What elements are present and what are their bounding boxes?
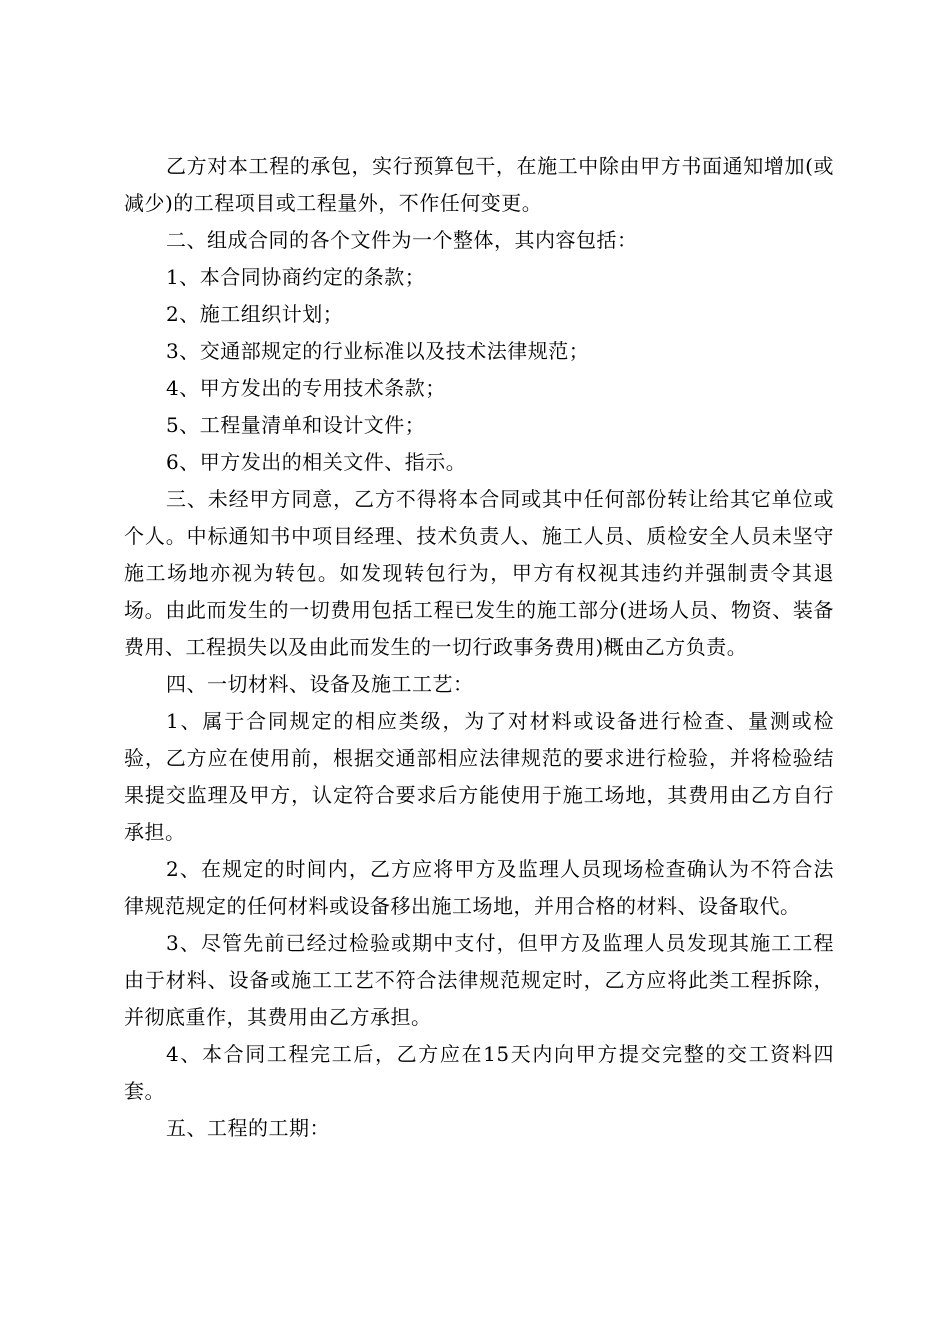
list-item: 1、属于合同规定的相应类级，为了对材料或设备进行检查、量测或检验，乙方应在使用前，根据交通部相应法律规范的要求进行检验，并将检验结果提交监理及甲方，认定符合要求后方能使用于施工场地，其费用由乙方自行承担。 xyxy=(124,709,834,844)
list-item: 2、在规定的时间内，乙方应将甲方及监理人员现场检查确认为不符合法律规范规定的任何材料或设备移出施工场地，并用合格的材料、设备取代。 xyxy=(124,857,834,918)
list-item: 5、工程量清单和设计文件； xyxy=(166,413,426,437)
list-item: 3、尽管先前已经过检验或期中支付，但甲方及监理人员发现其施工工程由于材料、设备或施工工艺不符合法律规范规定时，乙方应将此类工程拆除，并彻底重作，其费用由乙方承担。 xyxy=(124,931,834,1029)
document-body xyxy=(124,148,834,1147)
list-item: 1、本合同协商约定的条款； xyxy=(166,265,426,289)
list-item: 6、甲方发出的相关文件、指示。 xyxy=(166,450,467,474)
list-item: 3、交通部规定的行业标准以及技术法律规范； xyxy=(166,339,590,363)
paragraph-section-three: 三、未经甲方同意，乙方不得将本合同或其中任何部份转让给其它单位或个人。中标通知书中项目经理、技术负责人、施工人员、质检安全人员未坚守施工场地亦视为转包。如发现转包行为，甲方有权视其违约并强制责令其退场。由此而发生的一切费用包括工程已发生的施工部分(进场人员、物资、装备费用、工程损失以及由此而发生的一切行政事务费用)概由乙方负责。 xyxy=(124,487,834,659)
list-item: 4、本合同工程完工后，乙方应在15天内向甲方提交完整的交工资料四套。 xyxy=(124,1042,834,1103)
paragraph-section-five-heading: 五、工程的工期： xyxy=(166,1116,330,1140)
paragraph-section-two-heading: 二、组成合同的各个文件为一个整体，其内容包括： xyxy=(166,228,638,252)
list-item: 4、甲方发出的专用技术条款； xyxy=(166,376,446,400)
paragraph-section-four-heading: 四、一切材料、设备及施工工艺： xyxy=(166,672,474,696)
paragraph-contract-scope: 乙方对本工程的承包，实行预算包干，在施工中除由甲方书面通知增加(或减少)的工程项目或工程量外，不作任何变更。 xyxy=(124,154,834,215)
list-item: 2、施工组织计划； xyxy=(166,302,344,326)
